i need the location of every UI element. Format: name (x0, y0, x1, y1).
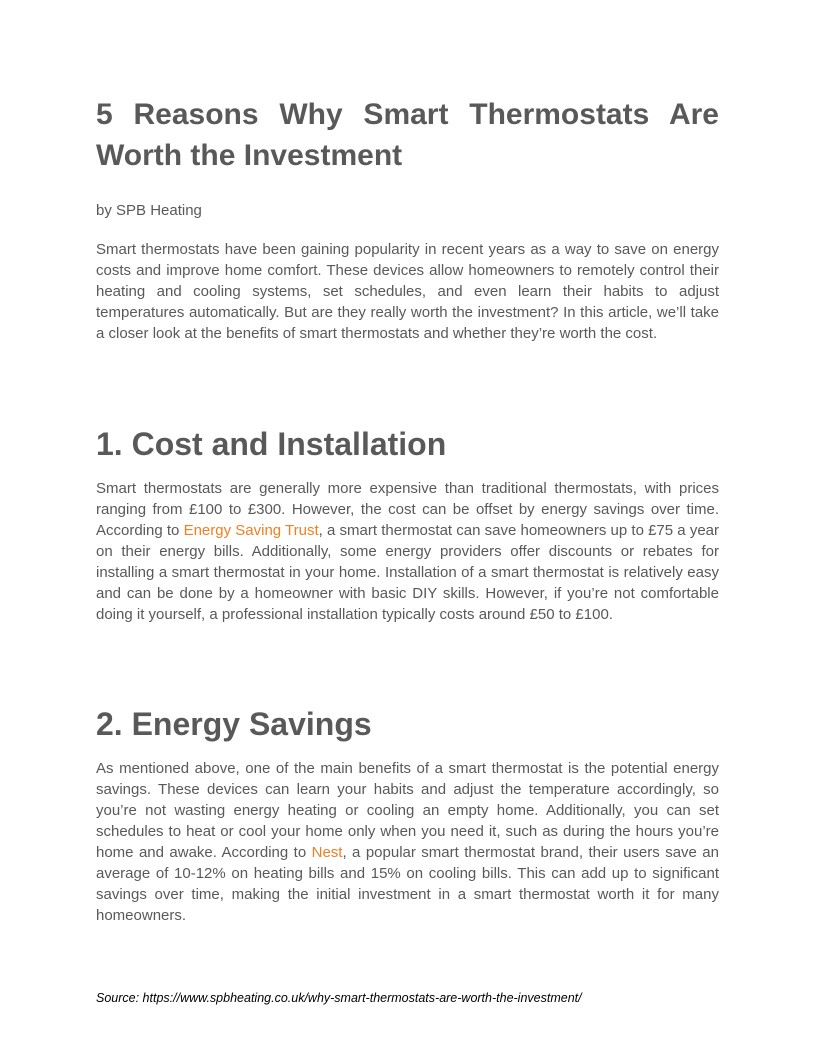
article-title: 5 Reasons Why Smart Thermostats Are Worth the Investment (96, 98, 719, 172)
section-paragraph-cost-installation (96, 478, 719, 625)
energy-saving-trust-link[interactable]: Energy Saving Trust (183, 522, 319, 539)
intro-paragraph: Smart thermostats have been gaining popularity in recent years as a way to save on energy costs and improve home comfort. These devices allow homeowners to remotely control their heating and cooling systems, set schedules, and even learn their habits to adjust temperatures automatically. But are they really worth the investment? In this article, we’ll take a closer look at the benefits of smart thermostats and whether they’re worth the cost. (96, 241, 719, 342)
section-paragraph-energy-savings (96, 758, 719, 926)
paragraph-text: Smart thermostats are generally more expensive than traditional thermostats, with prices ranging from £100 to £300. However, the cost can be offset by energy savings over time. According to (96, 480, 719, 539)
paragraph-text: , a smart thermostat can save homeowners up to £75 a year on their energy bills. Additionally, some energy providers offer discounts or rebates for installing a smart thermostat in your home. Installation of a smart thermostat is relatively easy and can be done by a homeowner with basic DIY skills. However, if you’re not comfortable doing it yourself, a professional installation typically costs around £50 to £100. (96, 522, 720, 623)
section-heading-energy-savings: 2. Energy Savings (96, 706, 372, 742)
paragraph-text: , a popular smart thermostat brand, their users save an average of 10-12% on heating bills and 15% on cooling bills. This can add up to significant savings over time, making the initial investment in a smart thermostat worth it for many homeowners. (96, 844, 719, 924)
source-citation: Source: https://www.spbheating.co.uk/why-smart-thermostats-are-worth-the-investment/ (96, 991, 582, 1005)
section-heading-cost-installation: 1. Cost and Installation (96, 426, 447, 462)
nest-link[interactable]: Nest (311, 844, 343, 861)
article-byline: by SPB Heating (96, 202, 202, 219)
paragraph-text: As mentioned above, one of the main benefits of a smart thermostat is the potential energy savings. These devices can learn your habits and adjust the temperature accordingly, so you’re not wasting energy heating or cooling an empty home. Additionally, you can set schedules to heat or cool your home only when you need it, such as during the hours you’re home and awake. According to (96, 760, 719, 861)
